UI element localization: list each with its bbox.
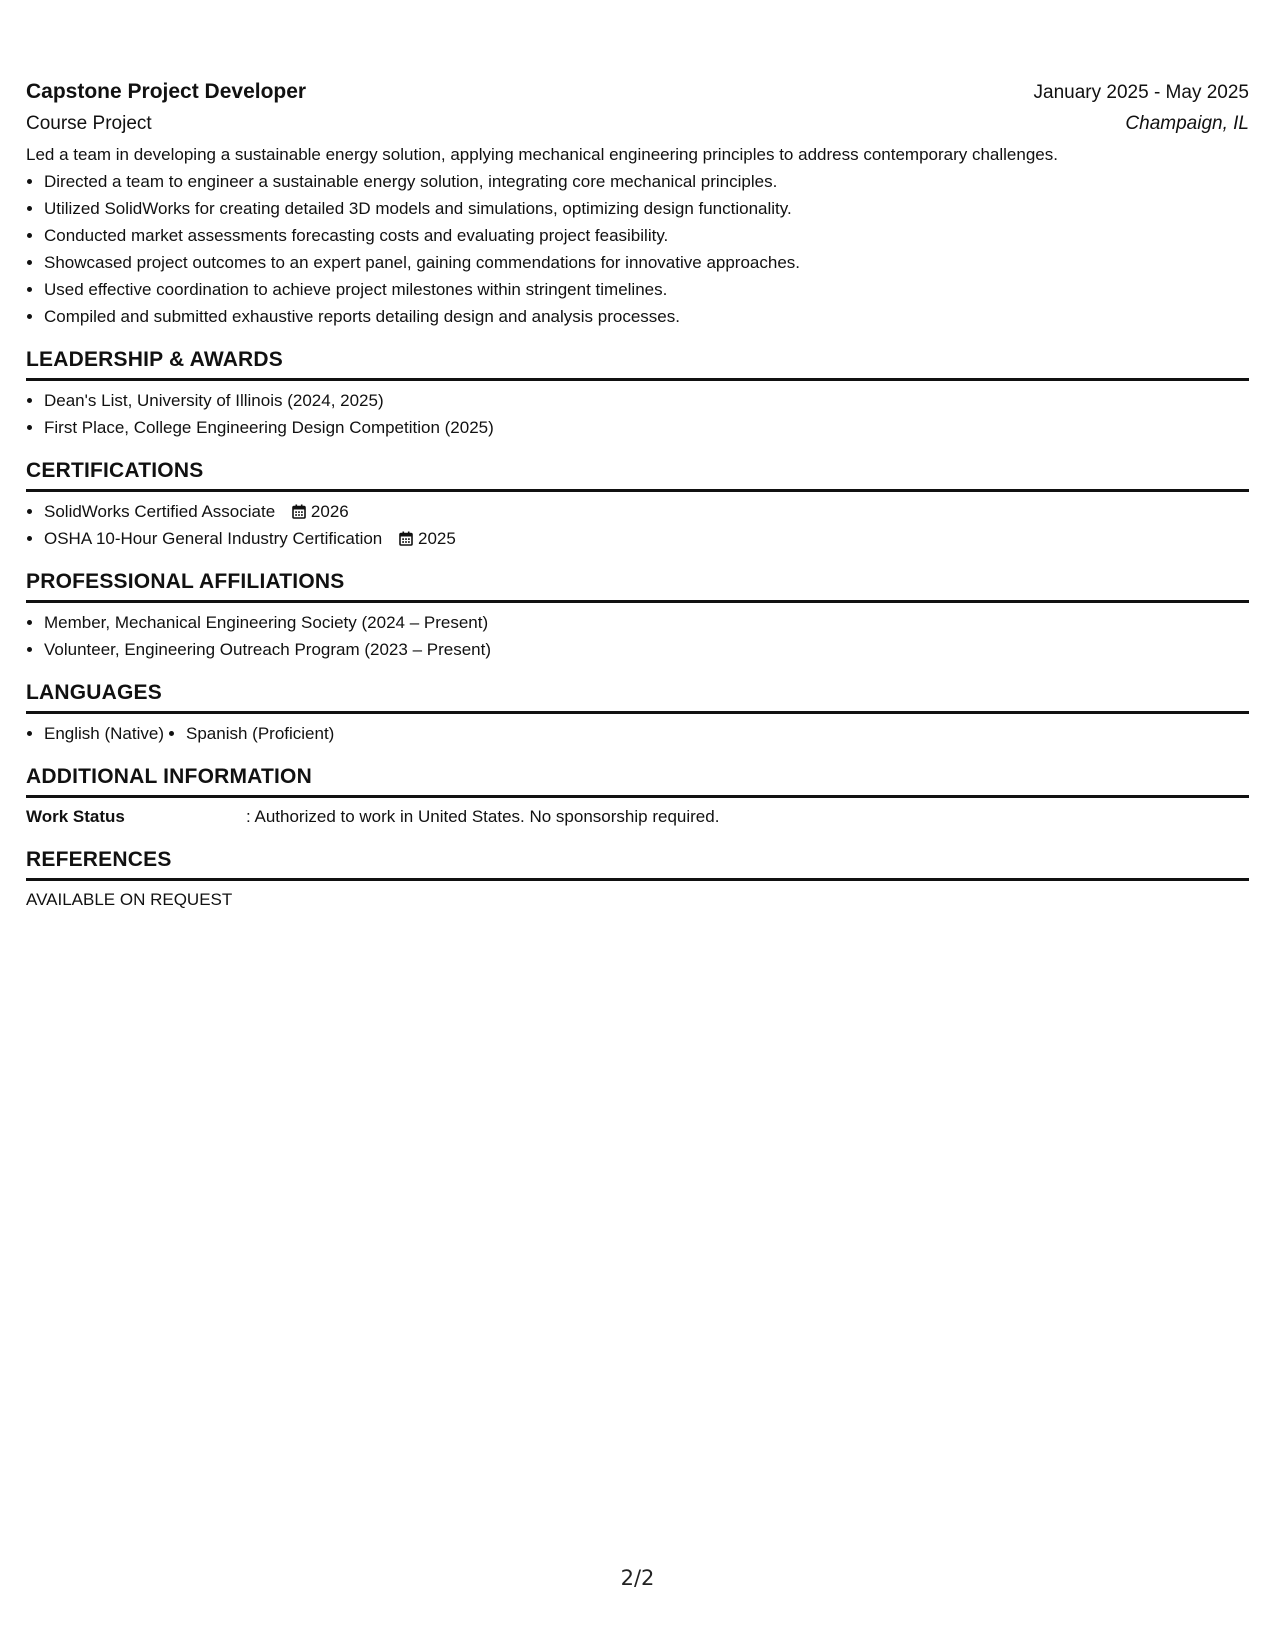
certification-name: SolidWorks Certified Associate [44,502,276,521]
languages-list [26,720,1249,747]
list-item: • First Place, College Engineering Design Competition (2025) [44,414,1249,441]
certification-year: 2026 [310,502,349,521]
job-dates: January 2025 - May 2025 [1033,82,1249,103]
list-item: • Showcased project outcomes to an expert panel, gaining commendations for innovative approaches. [44,249,1249,276]
list-item: • Compiled and submitted exhaustive reports detailing design and analysis processes. [44,303,1249,330]
list-item: • Utilized SolidWorks for creating detailed 3D models and simulations, optimizing design functionality. [44,195,1249,222]
work-status-label: Work Status [26,807,125,826]
section-heading-languages: LANGUAGES [26,677,1249,714]
calendar-icon [399,531,413,546]
list-item: • Conducted market assessments forecasting costs and evaluating project feasibility. [44,222,1249,249]
certification-year: 2025 [418,529,456,548]
section-heading-certifications: CERTIFICATIONS [26,455,1249,492]
leadership-list [26,387,1249,441]
list-item: • Volunteer, Engineering Outreach Program (2023 – Present) [44,636,1249,663]
references-text: AVAILABLE ON REQUEST [26,890,233,909]
experience-header [26,75,1249,110]
job-title: Capstone Project Developer [26,80,307,103]
work-status-row [26,804,1249,830]
section-heading-additional: ADDITIONAL INFORMATION [26,761,1249,798]
resume-page [26,75,1249,913]
experience-subheader [26,110,1249,138]
list-item: • Member, Mechanical Engineering Society (2024 – Present) [44,609,1249,636]
affiliations-list [26,609,1249,663]
section-heading-references: REFERENCES [26,844,1249,881]
list-item: • Dean's List, University of Illinois (2024, 2025) [44,387,1249,414]
job-organization: Course Project [26,113,152,134]
list-item: • Directed a team to engineer a sustainable energy solution, integrating core mechanical principles. [44,168,1249,195]
list-item [44,525,1249,552]
section-heading-leadership: LEADERSHIP & AWARDS [26,344,1249,381]
certifications-list [26,498,1249,552]
certification-name: OSHA 10-Hour General Industry Certification [44,529,383,548]
page-number: 2/2 [620,1566,655,1590]
list-item: • Spanish (Proficient) [186,720,334,747]
list-item [44,498,1249,525]
work-status-value: : Authorized to work in United States. No sponsorship required. [246,807,720,826]
job-summary: Led a team in developing a sustainable energy solution, applying mechanical engineering principles to address contemporary challenges. [26,145,1058,164]
experience-entry [26,75,1249,330]
calendar-icon [292,504,306,519]
job-bullets [26,168,1249,330]
list-item: • English (Native) [44,720,164,747]
job-location: Champaign, IL [1125,113,1249,134]
section-heading-affiliations: PROFESSIONAL AFFILIATIONS [26,566,1249,603]
list-item: • Used effective coordination to achieve project milestones within stringent timelines. [44,276,1249,303]
